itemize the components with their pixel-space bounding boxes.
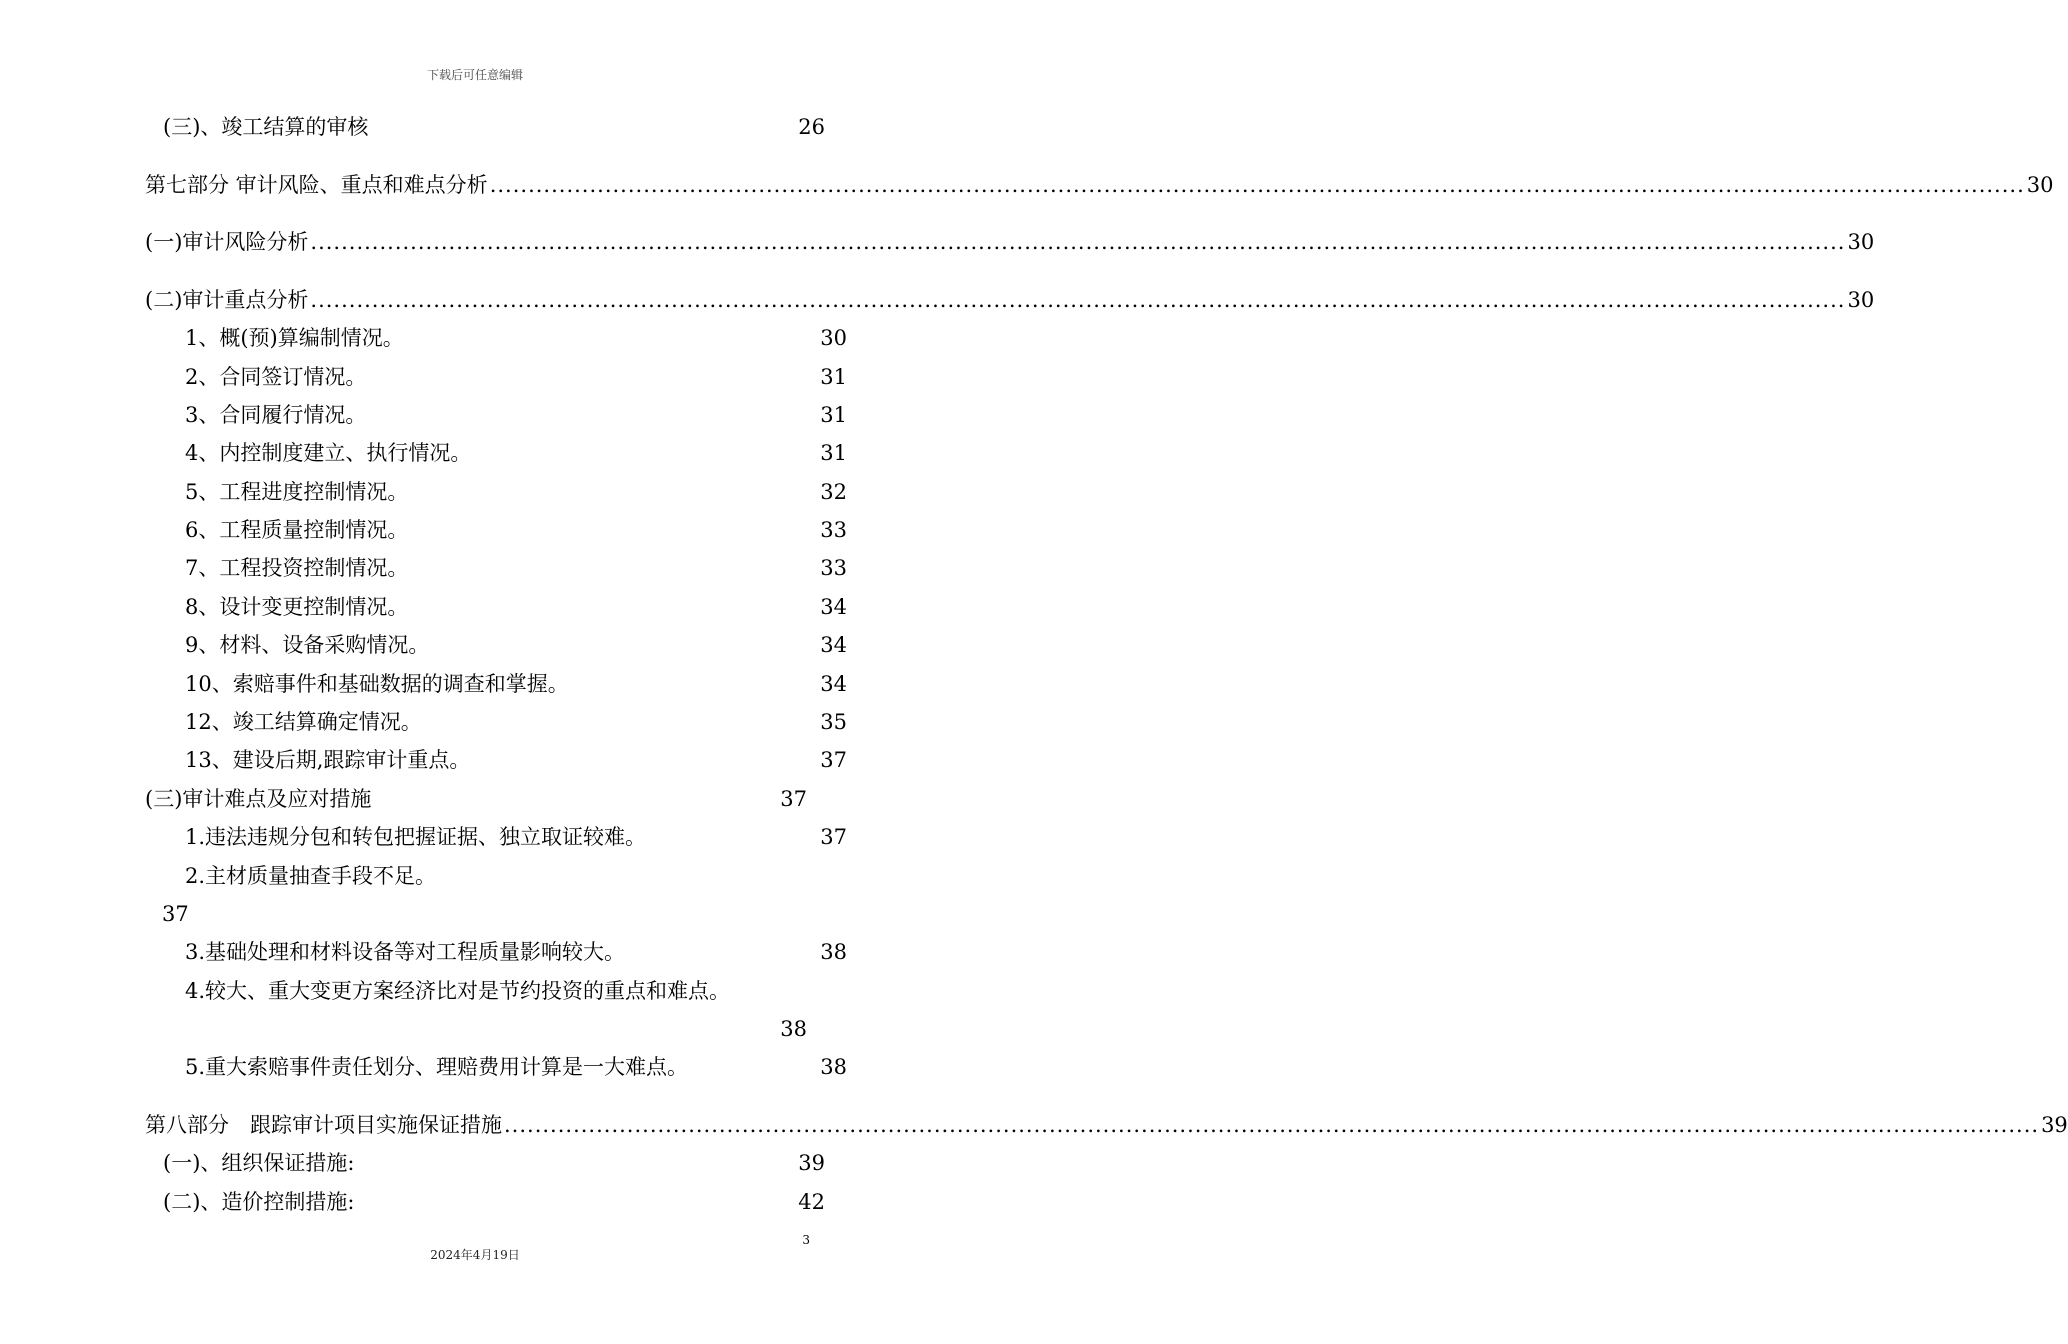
toc-entry[interactable] — [145, 976, 847, 1006]
toc-entry-label: (一)审计风险分析 — [145, 230, 309, 254]
toc-entry[interactable] — [145, 227, 1875, 257]
toc-page-number: 34 — [820, 595, 847, 619]
toc-entry[interactable] — [145, 1148, 825, 1178]
toc-page-number: 30 — [820, 326, 847, 350]
toc-entry[interactable] — [145, 861, 847, 891]
toc-page-number: 31 — [820, 403, 847, 427]
toc-entry-label: 4、内控制度建立、执行情况。 — [185, 441, 472, 465]
toc-entry-label: 12、竣工结算确定情况。 — [185, 710, 422, 734]
toc-entry[interactable] — [145, 784, 807, 814]
toc-entry[interactable] — [145, 400, 847, 430]
toc-entry-label: 6、工程质量控制情况。 — [185, 518, 409, 542]
toc-page-number: 35 — [820, 710, 847, 734]
toc-entry-label: 第七部分 审计风险、重点和难点分析 — [145, 173, 488, 197]
toc-entry-label: 13、建设后期,跟踪审计重点。 — [185, 748, 471, 772]
toc-entry[interactable] — [145, 515, 847, 545]
toc-entry[interactable] — [145, 112, 825, 142]
toc-entry[interactable] — [145, 477, 847, 507]
toc-entry-label: 第八部分 跟踪审计项目实施保证措施 — [145, 1113, 502, 1137]
toc-page-number: 42 — [798, 1190, 825, 1214]
toc-page-number: 26 — [798, 115, 825, 139]
toc-entry[interactable] — [145, 630, 847, 660]
toc-entry[interactable] — [145, 592, 847, 622]
toc-entry[interactable] — [145, 669, 847, 699]
toc-page-number: 30 — [1847, 230, 1875, 254]
page-footer-date: 2024年4月19日 — [430, 1248, 520, 1262]
toc-entry-label: 1、概(预)算编制情况。 — [185, 326, 404, 350]
toc-page-number: 38 — [820, 1055, 847, 1079]
toc-page-number: 37 — [780, 787, 807, 811]
toc-dot-leader: ........................................................................................................................................................................................................ — [310, 230, 1846, 254]
toc-entry-label: (二)审计重点分析 — [145, 288, 309, 312]
toc-entry-label: (一)、组织保证措施: — [163, 1151, 355, 1175]
toc-page-number: 30 — [1847, 288, 1875, 312]
toc-entry[interactable] — [145, 1187, 825, 1217]
toc-entry-label: 3、合同履行情况。 — [185, 403, 367, 427]
toc-entry-label: 9、材料、设备采购情况。 — [185, 633, 430, 657]
toc-entry-label: 5.重大索赔事件责任划分、理赔费用计算是一大难点。 — [185, 1055, 689, 1079]
toc-entry[interactable] — [145, 707, 847, 737]
toc-entry[interactable] — [145, 937, 847, 967]
toc-page-number: 37 — [162, 902, 189, 926]
toc-entry-label: 8、设计变更控制情况。 — [185, 595, 409, 619]
page-header: 下载后可任意编辑 — [426, 68, 523, 82]
toc-page-number: 30 — [2026, 173, 2054, 197]
toc-entry-label: 2、合同签订情况。 — [185, 365, 367, 389]
toc-entry[interactable] — [145, 170, 2054, 200]
toc-page-number: 33 — [820, 518, 847, 542]
toc-dot-leader: ........................................................................................................................................................................................................ — [504, 1113, 2040, 1137]
toc-entry[interactable] — [145, 553, 847, 583]
toc-page-number: 38 — [820, 940, 847, 964]
toc-page-number: 37 — [820, 748, 847, 772]
toc-page-number: 39 — [798, 1151, 825, 1175]
toc-page-number: 32 — [820, 480, 847, 504]
toc-entry-label: (三)、竣工结算的审核 — [163, 115, 369, 139]
toc-page-number: 37 — [820, 825, 847, 849]
toc-entry[interactable] — [145, 438, 847, 468]
toc-entry-label: (二)、造价控制措施: — [163, 1190, 355, 1214]
toc-entry[interactable] — [145, 1110, 2068, 1140]
toc-entry-label: 10、索赔事件和基础数据的调查和掌握。 — [185, 672, 569, 696]
toc-page-number: 33 — [820, 556, 847, 580]
toc-entry[interactable] — [145, 285, 1875, 315]
toc-entry-label: 1.违法违规分包和转包把握证据、独立取证较难。 — [185, 825, 647, 849]
toc-page-number: 34 — [820, 672, 847, 696]
toc-entry-label: 3.基础处理和材料设备等对工程质量影响较大。 — [185, 940, 626, 964]
toc-page-number: 39 — [2041, 1113, 2068, 1137]
toc-page-number: 38 — [780, 1017, 807, 1041]
toc-entry[interactable] — [145, 1014, 807, 1044]
page-number: 3 — [802, 1233, 810, 1247]
toc-entry-label: 4.较大、重大变更方案经济比对是节约投资的重点和难点。 — [185, 979, 731, 1003]
toc-entry-label: 2.主材质量抽查手段不足。 — [185, 864, 437, 888]
toc-dot-leader: ........................................................................................................................................................................................................ — [489, 173, 2025, 197]
toc-page-number: 34 — [820, 633, 847, 657]
toc-entry[interactable] — [145, 822, 847, 852]
toc-entry[interactable] — [145, 323, 847, 353]
toc-entry[interactable] — [145, 745, 847, 775]
toc-entry[interactable] — [145, 1052, 847, 1082]
toc-page-number: 31 — [820, 365, 847, 389]
toc-dot-leader: ........................................................................................................................................................................................................ — [310, 288, 1846, 312]
toc-entry-label: 5、工程进度控制情况。 — [185, 480, 409, 504]
toc-entry-label: (三)审计难点及应对措施 — [145, 787, 372, 811]
toc-page-number: 31 — [820, 441, 847, 465]
toc-entry[interactable] — [145, 362, 847, 392]
toc-entry-label: 7、工程投资控制情况。 — [185, 556, 409, 580]
